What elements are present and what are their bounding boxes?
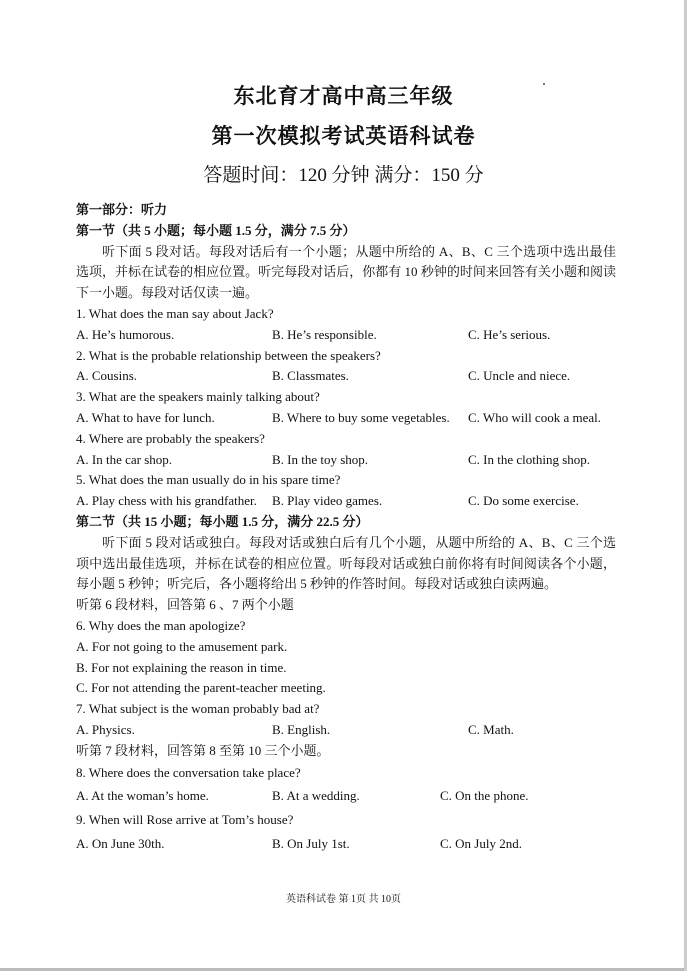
option-c: C. He’s serious. [468, 326, 551, 342]
material-note: 听第 7 段材料，回答第 8 至第 10 三个小题。 [76, 742, 330, 758]
section2-instructions: 听下面 5 段对话或独白。每段对话或独白后有几个小题，从题中所给的 A、B、C 三个选项中选出最佳选项，并标在试卷的相应位置。听每段对话或独白前你将有时间阅读各个小题，每小题 5 秒钟；听完后，各小题将给出 5 秒钟的作答时间。每段对话或独白读两遍。 [76, 534, 616, 592]
time-and-score: 答题时间：120 分钟 满分：150 分 [203, 165, 484, 186]
question-stem: 8. Where does the conversation take place? [76, 764, 301, 780]
option-a: A. For not going to the amusement park. [76, 638, 288, 654]
option-c: C. For not attending the parent-teacher meeting. [76, 680, 326, 696]
part1-heading: 第一部分：听力 [76, 202, 168, 217]
option-a: A. On June 30th. [76, 835, 165, 851]
option-c: C. Math. [468, 721, 514, 737]
option-b: B. In the toy shop. [272, 451, 369, 467]
option-b: B. On July 1st. [272, 835, 350, 851]
section1-instructions: 听下面 5 段对话。每段对话后有一个小题；从题中所给的 A、B、C 三个选项中选出最佳选项，并标在试卷的相应位置。听完每段对话后，你都有 10 秒钟的时间来回答有关小题和阅读下一小题。每段对话仅读一遍。 [76, 243, 616, 301]
section2-heading: 第二节（共 15 小题；每小题 1.5 分，满分 22.5 分） [76, 513, 369, 529]
option-a: A. He’s humorous. [76, 326, 175, 342]
option-b: B. At a wedding. [272, 787, 360, 803]
question-options [76, 491, 616, 512]
option-c: C. Who will cook a meal. [468, 409, 601, 425]
option-b: B. Classmates. [272, 368, 349, 384]
question-stem: 9. When will Rose arrive at Tom’s house? [76, 811, 294, 827]
option-c: C. In the clothing shop. [468, 451, 591, 467]
question-stem: 6. Why does the man apologize? [76, 617, 246, 633]
option-a: A. In the car shop. [76, 451, 173, 467]
option-c: C. Do some exercise. [468, 493, 579, 509]
option-b: B. He’s responsible. [272, 326, 377, 342]
option-a: A. Physics. [76, 721, 135, 737]
question-options [76, 832, 616, 856]
option-a: A. Play chess with his grandfather. [76, 493, 257, 509]
question-options [76, 325, 616, 346]
question-stem: 5. What does the man usually do in his spare time? [76, 472, 341, 488]
option-a: A. At the woman’s home. [76, 787, 209, 803]
exam-title: 第一次模拟考试英语科试卷 [211, 124, 476, 148]
option-b: B. For not explaining the reason in time. [76, 659, 287, 675]
option-c: C. On the phone. [440, 787, 529, 803]
option-b: B. English. [272, 721, 331, 737]
option-b: B. Play video games. [272, 493, 383, 509]
question-options [76, 784, 616, 808]
material-note: 听第 6 段材料，回答第 6 、7 两个小题 [76, 597, 294, 613]
page-footer: 英语科试卷 第 1页 共 10页 [286, 894, 401, 905]
section1-heading: 第一节（共 5 小题；每小题 1.5 分，满分 7.5 分） [76, 222, 356, 238]
question-options [76, 720, 616, 741]
option-a: A. Cousins. [76, 368, 138, 384]
option-a: A. What to have for lunch. [76, 409, 215, 425]
option-c: C. On July 2nd. [440, 835, 522, 851]
question-stem: 4. Where are probably the speakers? [76, 430, 265, 446]
option-c: C. Uncle and niece. [468, 368, 571, 384]
school-title: 东北育才高中高三年级 [233, 84, 454, 108]
question-stem: 1. What does the man say about Jack? [76, 305, 274, 321]
question-stem: 2. What is the probable relationship between the speakers? [76, 347, 381, 363]
question-options [76, 450, 616, 471]
option-b: B. Where to buy some vegetables. [272, 409, 450, 425]
question-stem: 3. What are the speakers mainly talking about? [76, 389, 320, 405]
question-options [76, 408, 616, 429]
question-options [76, 366, 616, 387]
question-stem: 7. What subject is the woman probably bad at? [76, 701, 320, 717]
exam-content [76, 200, 616, 856]
